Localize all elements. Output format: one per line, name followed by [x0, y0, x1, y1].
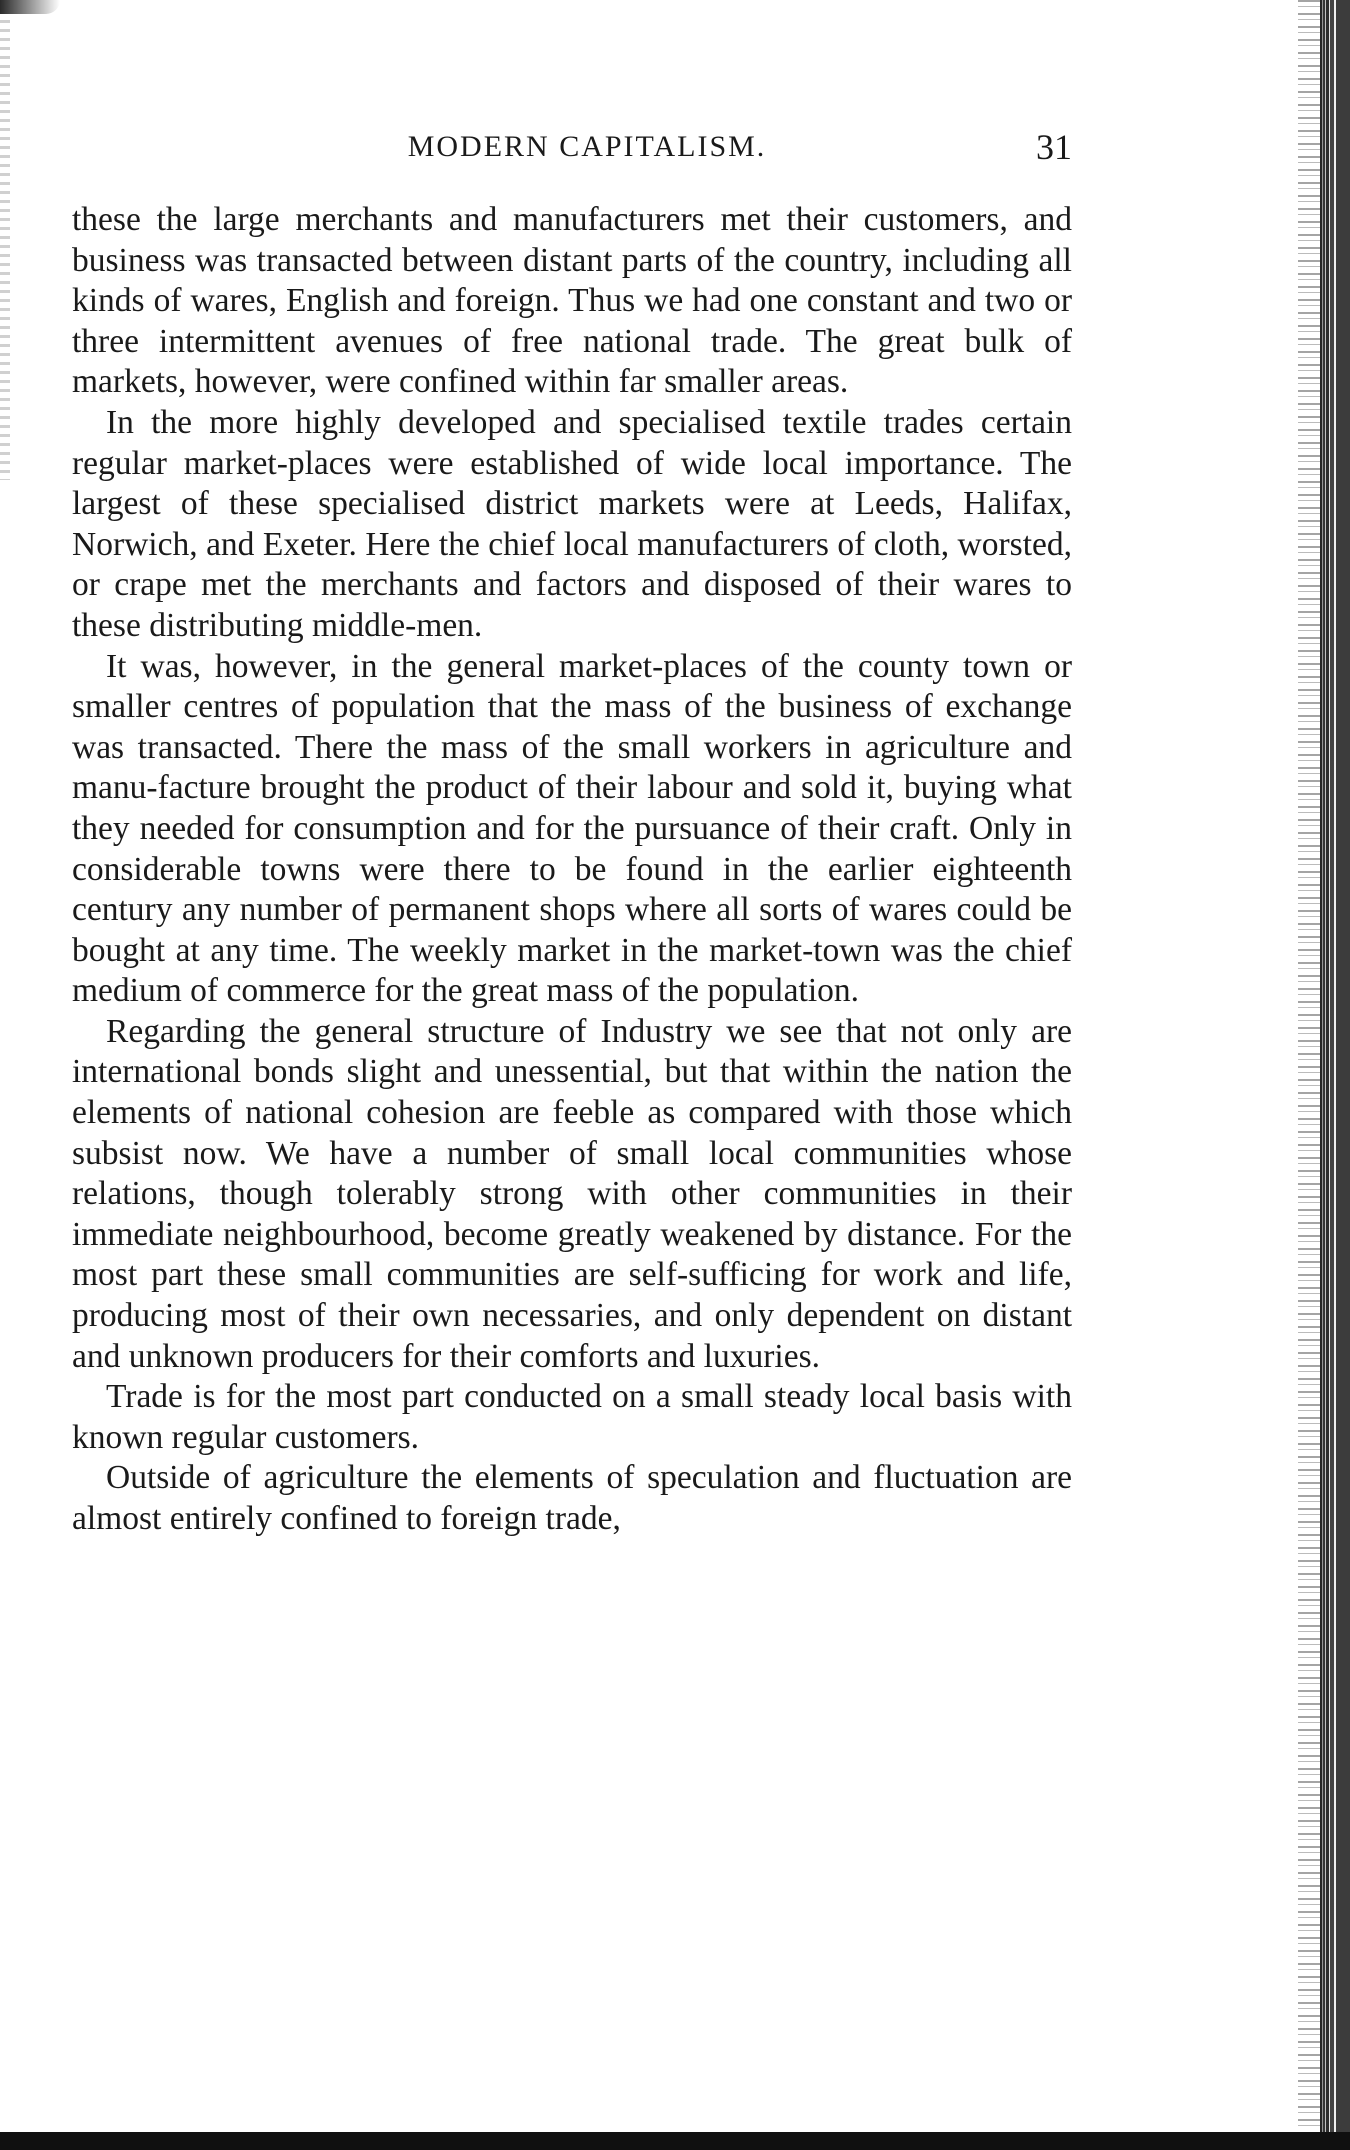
- scan-edge-left: [0, 20, 10, 480]
- paragraph-2: In the more highly developed and specialised textile trades certain regular market-places were established of wide local importance. The largest of these specialised district markets were at Leeds, Halifax, Norwich, and Exeter. Here the chief local manufacturers of cloth, worsted, or crape met the merchants and factors and disposed of their wares to these distributing middle-men.: [72, 403, 1072, 644]
- scan-edge-right: [1320, 0, 1350, 2150]
- body-text: [72, 200, 1072, 1540]
- page-header: [72, 122, 1072, 172]
- running-title: MODERN CAPITALISM.: [407, 130, 767, 163]
- paragraph-1: these the large merchants and manufacturers met their customers, and business was transacted between distant parts of the country, including all kinds of wares, English and foreign. Thus we had one constant and two or three intermittent avenues of free national trade. The great bulk of markets, however, were confined within far smaller areas.: [72, 201, 1072, 401]
- paragraph-6: Outside of agriculture the elements of speculation and fluctuation are almost entirely confined to foreign trade,: [72, 1459, 1072, 1537]
- page-edge-shadow: [1298, 0, 1320, 2150]
- scan-edge-bottom: [0, 2132, 1350, 2150]
- paragraph-5: Trade is for the most part conducted on a small steady local basis with known regular customers.: [72, 1378, 1072, 1456]
- page-number: 31: [1036, 127, 1072, 167]
- scan-edge-top-left: [0, 0, 60, 14]
- paragraph-4: Regarding the general structure of Industry we see that not only are international bonds slight and unessential, but that within the nation the elements of national cohesion are feeble as compared with those which subsist now. We have a number of small local communities whose relations, though tolerably strong with other communities in their immediate neighbourhood, become greatly weakened by distance. For the most part these small communities are self-sufficing for work and life, producing most of their own necessaries, and only dependent on distant and unknown producers for their comforts and luxuries.: [72, 1012, 1072, 1375]
- paragraph-3: It was, however, in the general market-places of the county town or smaller centres of population that the mass of the business of exchange was transacted. There the mass of the small workers in agriculture and manu-facture brought the product of their labour and sold it, buying what they needed for consumption and for the pursuance of their craft. Only in considerable towns were there to be found in the earlier eighteenth century any number of permanent shops where all sorts of wares could be bought at any time. The weekly market in the market-town was the chief medium of commerce for the great mass of the population.: [72, 647, 1072, 1010]
